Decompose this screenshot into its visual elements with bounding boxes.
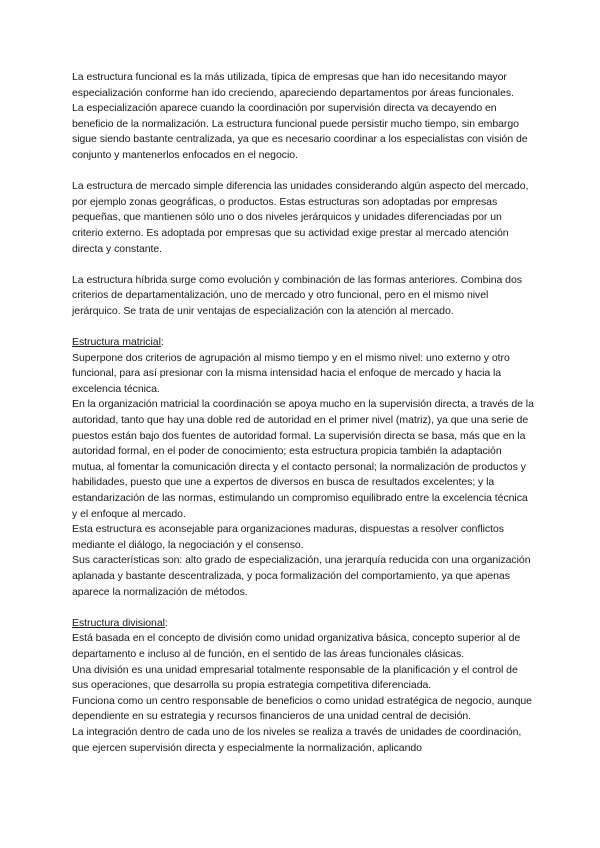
paragraph-divisional-3: Funciona como un centro responsable de beneficios o como unidad estratégica de negocio, aunque dependiente en su estrategia y recursos financieros de una unidad central de decisión. [72,694,532,723]
paragraph-divisional-2: Una división es una unidad empresarial totalmente responsable de la planificación y el control de sus operaciones, que desarrolla su propia estrategia competitiva diferenciada. [72,663,518,692]
paragraph-matricial-2: En la organización matricial la coordinación se apoya mucho en la supervisión directa, a través de la autoridad, tanto que hay una doble red de autoridad en el primer nivel (matriz), ya que una serie de puestos están bajo dos fuentes de autoridad formal. La supervisión directa se basa, más que en la autoridad formal, en el poder de conocimiento; esta estructura propicia también la adaptación mutua, al fomentar la comunicación directa y el contacto personal; la normalización de productos y habilidades, puesto que une a expertos de diversos en busca de resultados excelentes; y la estandarización de las normas, estimulando un compromiso equilibrado entre la excelencia técnica y el enfoque al mercado. [72,398,534,520]
paragraph-gap [72,320,534,336]
paragraph-matricial-4: Sus características son: alto grado de especialización, una jerarquía reducida con una organización aplanada y bastante descentralizada, y poca formalización del comportamiento, ya que apenas aparece la normalización de métodos. [72,554,531,598]
paragraph-gap [72,164,534,180]
paragraph-especializacion: La especialización aparece cuando la coordinación por supervisión directa va decayendo en beneficio de la normalización. La estructura funcional puede persistir mucho tiempo, sin embargo sigue siendo bastante centralizada, ya que es necesario coordinar a los especialistas con visión de conjunto y mantenerlos enfocados en el negocio. [72,102,528,161]
document-page [72,70,534,756]
paragraph-divisional-4: La integración dentro de cada uno de los niveles se realiza a través de unidades de coordinación, que ejercen supervisión directa y especialmente la normalización, aplicando [72,725,522,754]
section-heading-divisional [72,616,534,632]
heading-divisional-colon: : [164,616,168,629]
paragraph-matricial-3: Esta estructura es aconsejable para organizaciones maduras, dispuestas a resolver conflictos mediante el diálogo, la negociación y el consenso. [72,523,504,551]
section-heading-matricial [72,335,534,351]
paragraph-estructura-mercado: La estructura de mercado simple diferencia las unidades considerando algún aspecto del mercado, por ejemplo zonas geográficas, o productos. Estas estructuras son adoptadas por empresas pequeñas, que mantienen sólo uno o dos niveles jerárquicos y unidades diferenciadas por un criterio externo. Es adoptada por empresas que su actividad exige prestar al mercado atención directa y constante. [72,180,529,255]
heading-divisional-text: Estructura divisional [72,616,165,629]
paragraph-divisional-1: Está basada en el concepto de división como unidad organizativa básica, concepto superior al de departamento e incluso al de función, en el sentido de las áreas funcionales clásicas. [72,632,521,660]
paragraph-matricial-1: Superpone dos criterios de agrupación al mismo tiempo y en el mismo nivel: uno externo y otro funcional, para así presionar con la misma intensidad hacia el enfoque de mercado y hacia la excelencia técnica. [72,351,510,395]
heading-matricial-colon: : [160,336,164,349]
paragraph-gap [72,257,534,273]
paragraph-estructura-hibrida: La estructura híbrida surge como evolución y combinación de las formas anteriores. Combina dos criterios de departamentalización, uno de mercado y otro funcional, pero en el mismo nivel jerárquico. Se trata de unir ventajas de especialización con la atención al mercado. [72,273,522,317]
heading-matricial-text: Estructura matricial [72,336,161,349]
paragraph-estructura-funcional: La estructura funcional es la más utilizada, típica de empresas que han ido necesitando mayor especialización conforme han ido creciendo, apareciendo departamentos por áreas funcionales. [72,71,514,99]
paragraph-gap [72,600,534,616]
